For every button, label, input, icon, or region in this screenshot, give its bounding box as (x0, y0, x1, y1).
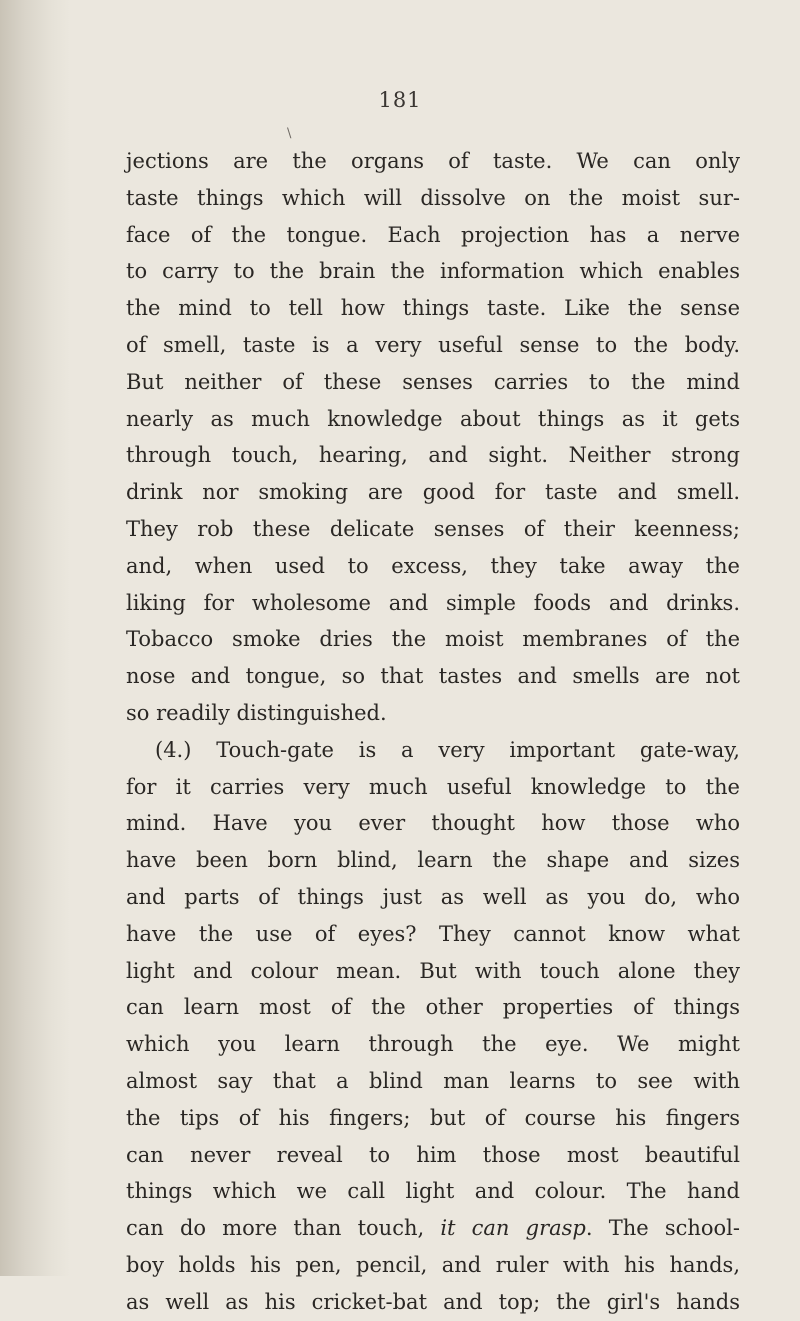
text-line: drink nor smoking are good for taste and smell. (126, 480, 740, 505)
text-line: light and colour mean. But with touch alone they (126, 958, 740, 983)
text-line: almost say that a blind man learns to see with (126, 1068, 740, 1093)
text-line: nose and tongue, so that tastes and smells are not (126, 664, 740, 689)
page-edge-shadow (0, 0, 70, 1276)
text-line: can learn most of the other properties of things (126, 995, 740, 1020)
text-segment: can do more than touch, (126, 1216, 441, 1241)
text-line: as well as his cricket-bat and top; the girl's hands (126, 1289, 740, 1314)
text-segment: . The school- (585, 1216, 740, 1241)
text-line: boy holds his pen, pencil, and ruler with his hands, (126, 1252, 740, 1277)
text-line: of smell, taste is a very useful sense to the body. (126, 332, 740, 357)
text-line: can never reveal to him those most beautiful (126, 1142, 740, 1167)
text-line: and parts of things just as well as you do, who (126, 884, 740, 909)
text-line: the tips of his fingers; but of course his fingers (126, 1105, 740, 1130)
body-text (126, 143, 740, 1321)
text-line: They rob these delicate senses of their keenness; (126, 516, 740, 541)
paragraph-start-line: (4.) Touch-gate is a very important gate-way, (155, 737, 740, 762)
text-line: and, when used to excess, they take away the (126, 553, 740, 578)
text-line: for it carries very much useful knowledge to the (126, 774, 740, 799)
page-number: 181 (378, 88, 422, 112)
text-line: which you learn through the eye. We might (126, 1032, 740, 1057)
text-line: liking for wholesome and simple foods and drinks. (126, 590, 740, 615)
text-line: Tobacco smoke dries the moist membranes of the (126, 627, 740, 652)
text-line: taste things which will dissolve on the moist sur- (126, 185, 740, 210)
text-line: jections are the organs of taste. We can only (126, 149, 740, 173)
text-line: But neither of these senses carries to the mind (126, 369, 740, 394)
paragraph-end-line: so readily distinguished. (126, 700, 387, 725)
text-line: to carry to the brain the information which enables (126, 259, 740, 284)
text-line: the mind to tell how things taste. Like the sense (126, 296, 740, 321)
italic-phrase: it can grasp (440, 1216, 586, 1241)
text-line: have been born blind, learn the shape and sizes (126, 848, 740, 873)
text-line-with-italic (126, 1210, 740, 1247)
text-line: mind. Have you ever thought how those who (126, 811, 740, 836)
text-line: through touch, hearing, and sight. Neither strong (126, 443, 740, 468)
printer-mark: \ (287, 126, 292, 141)
text-line: nearly as much knowledge about things as it gets (126, 406, 740, 431)
text-line: things which we call light and colour. The hand (126, 1179, 740, 1204)
text-line: have the use of eyes? They cannot know what (126, 921, 740, 946)
text-line: face of the tongue. Each projection has a nerve (126, 222, 740, 247)
